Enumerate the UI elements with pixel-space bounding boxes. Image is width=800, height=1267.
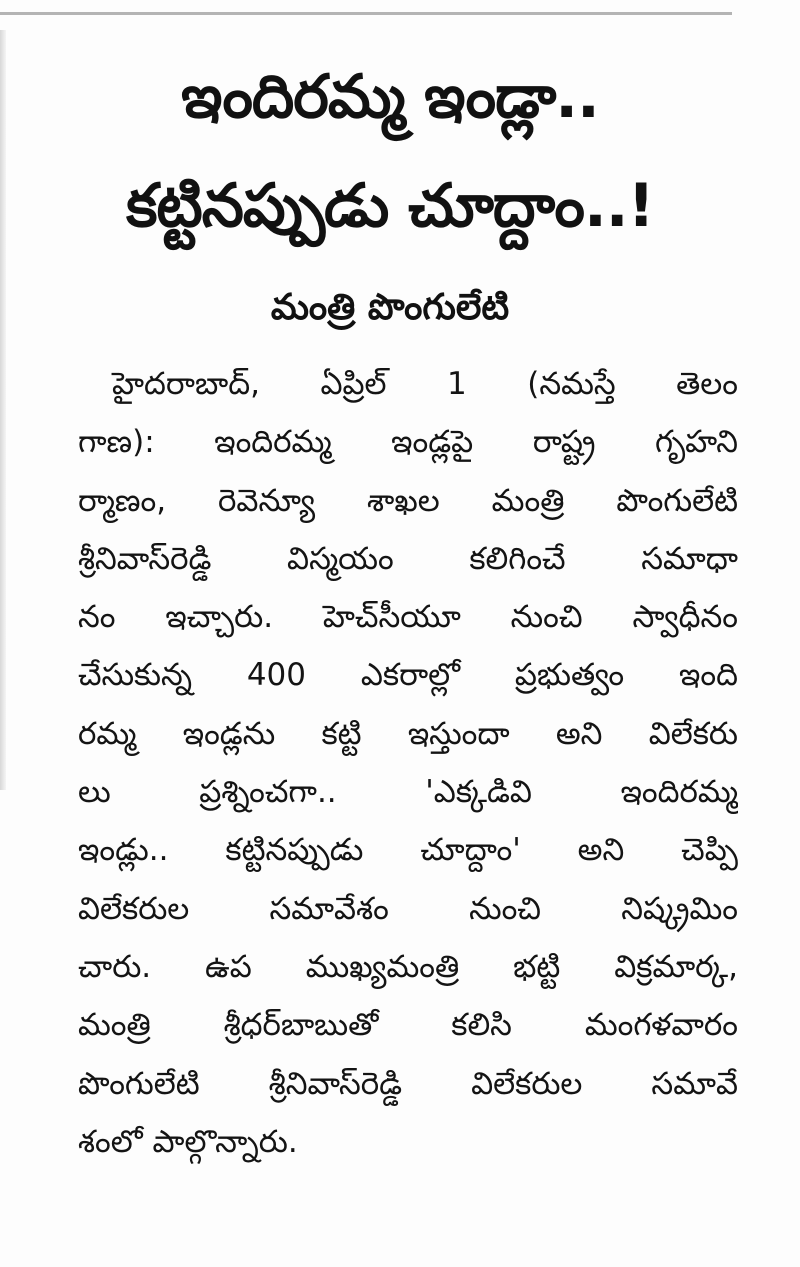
body-line: శంలో పాల్గొన్నారు. (78, 1123, 298, 1160)
body-line: గాణ): ఇందిరమ్మ ఇండ్లపై రాష్ట్ర గృహని (78, 424, 738, 461)
body-line: రమ్మ ఇండ్లను కట్టి ఇస్తుందా అని విలేకరు (78, 715, 738, 752)
body-line: హైదరాబాద్, ఏప్రిల్ 1 (నమస్తే తెలం (112, 366, 738, 402)
body-line: శ్రీనివాస్‌రెడ్డి విస్మయం కలిగించే సమాధా (78, 540, 738, 577)
body-line: చేసుకున్న 400 ఎకరాల్లో ప్రభుత్వం ఇంది (78, 657, 738, 694)
body-line: విలేకరుల సమావేశం నుంచి నిష్క్రమిం (78, 890, 738, 927)
top-divider (0, 12, 732, 15)
headline-line-1: ఇందిరమ్మ ఇండ్లా.. (181, 62, 599, 132)
clipping-edge-shadow (0, 30, 6, 790)
body-line: లు ప్రశ్నించగా.. 'ఎక్కడివి ఇందిరమ్మ (78, 774, 738, 811)
article-body (78, 355, 738, 1171)
body-line: నం ఇచ్చారు. హెచ్‌సీయూ నుంచి స్వాధీనం (78, 599, 738, 636)
body-line: చారు. ఉప ముఖ్యమంత్రి భట్టి విక్రమార్క, (78, 948, 738, 985)
headline-line-2: కట్టినప్పుడు చూద్దాం..! (126, 171, 654, 241)
body-line: పొంగులేటి శ్రీనివాస్‌రెడ్డి విలేకరుల సమావే (78, 1065, 738, 1102)
body-line: ర్మాణం, రెవెన్యూ శాఖల మంత్రి పొంగులేటి (78, 482, 738, 519)
body-line: మంత్రి శ్రీధర్‌బాబుతో కలిసి మంగళవారం (78, 1007, 738, 1044)
body-line: ఇండ్లు.. కట్టినప్పుడు చూద్దాం' అని చెప్పి (78, 832, 738, 869)
byline: మంత్రి పొంగులేటి (270, 287, 510, 328)
